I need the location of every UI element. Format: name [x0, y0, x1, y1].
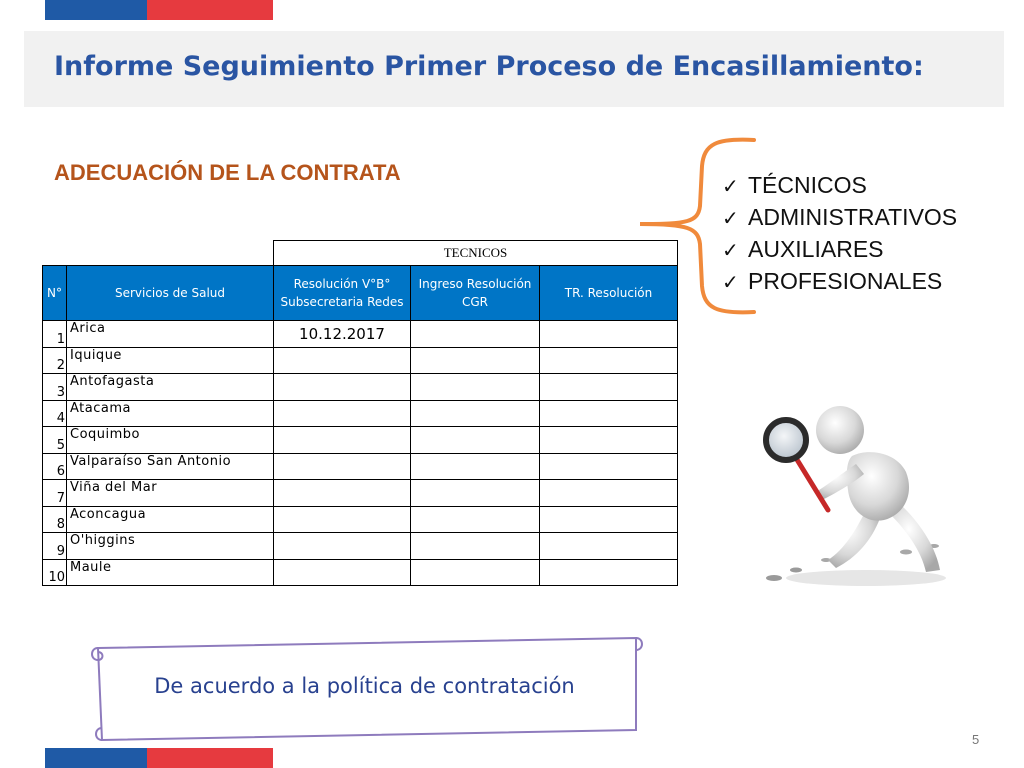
table-row [43, 453, 678, 480]
service-name-cell: Atacama [67, 400, 274, 427]
ingreso-cell [411, 480, 540, 507]
table-row [43, 559, 678, 586]
row-number-cell: 5 [43, 427, 67, 454]
row-number-cell: 3 [43, 374, 67, 401]
scroll-banner-text: De acuerdo a la política de contratación [154, 674, 575, 698]
ingreso-cell [411, 533, 540, 560]
tr-resolution-cell [540, 374, 678, 401]
tr-resolution-cell [540, 559, 678, 586]
resolution-cell [274, 453, 411, 480]
resolution-cell [274, 533, 411, 560]
tr-resolution-cell [540, 480, 678, 507]
tr-resolution-cell [540, 453, 678, 480]
service-name-cell: Aconcagua [67, 506, 274, 533]
ingreso-cell [411, 506, 540, 533]
table-row [43, 321, 678, 348]
top-red-stripe [147, 0, 273, 20]
category-checklist [722, 170, 957, 298]
ingreso-cell [411, 453, 540, 480]
service-name-cell: Coquimbo [67, 427, 274, 454]
check-icon: ✓ [722, 208, 739, 230]
col-header-ingreso: Ingreso Resolución CGR [411, 266, 540, 321]
table-corner-blank [43, 241, 274, 266]
table-row [43, 533, 678, 560]
checklist-item-label: ADMINISTRATIVOS [748, 204, 958, 230]
slide-title: Informe Seguimiento Primer Proceso de Encasillamiento: [54, 51, 924, 82]
resolution-cell [274, 559, 411, 586]
check-icon: ✓ [722, 176, 739, 198]
checklist-item-label: AUXILIARES [748, 236, 884, 262]
tr-resolution-cell [540, 533, 678, 560]
check-icon: ✓ [722, 272, 739, 294]
row-number-cell: 4 [43, 400, 67, 427]
row-number-cell: 8 [43, 506, 67, 533]
resolution-cell [274, 400, 411, 427]
service-name-cell: Maule [67, 559, 274, 586]
service-name-cell: Antofagasta [67, 374, 274, 401]
resolution-cell [274, 374, 411, 401]
ingreso-cell [411, 559, 540, 586]
table-body [43, 321, 678, 586]
row-number-cell: 7 [43, 480, 67, 507]
table-row [43, 374, 678, 401]
checklist-item [722, 170, 957, 202]
service-name-cell: Valparaíso San Antonio [67, 453, 274, 480]
checklist-item [722, 266, 957, 298]
tr-resolution-cell [540, 321, 678, 348]
resolution-cell [274, 506, 411, 533]
ingreso-cell [411, 427, 540, 454]
row-number-cell: 6 [43, 453, 67, 480]
tr-resolution-cell [540, 506, 678, 533]
row-number-cell: 10 [43, 559, 67, 586]
tr-resolution-cell [540, 347, 678, 374]
ingreso-cell [411, 321, 540, 348]
tracking-table [42, 240, 678, 586]
ingreso-cell [411, 347, 540, 374]
table-row [43, 427, 678, 454]
check-icon: ✓ [722, 240, 739, 262]
table-row [43, 480, 678, 507]
table-row [43, 347, 678, 374]
row-number-cell: 1 [43, 321, 67, 348]
checklist-item [722, 234, 957, 266]
ingreso-cell [411, 374, 540, 401]
table-row [43, 506, 678, 533]
service-name-cell: O'higgins [67, 533, 274, 560]
col-header-tr: TR. Resolución [540, 266, 678, 321]
group-header: TECNICOS [274, 241, 678, 266]
page-number: 5 [972, 732, 980, 747]
resolution-cell: 10.12.2017 [274, 321, 411, 348]
table-row [43, 400, 678, 427]
checklist-item-label: PROFESIONALES [748, 268, 943, 294]
magnifying-glass-figure [756, 400, 956, 590]
tr-resolution-cell [540, 427, 678, 454]
resolution-cell [274, 480, 411, 507]
ingreso-cell [411, 400, 540, 427]
checklist-item-label: TÉCNICOS [748, 172, 867, 198]
resolution-cell [274, 347, 411, 374]
col-header-service: Servicios de Salud [67, 266, 274, 321]
resolution-cell [274, 427, 411, 454]
title-bar [24, 31, 1004, 107]
service-name-cell: Iquique [67, 347, 274, 374]
row-number-cell: 2 [43, 347, 67, 374]
service-name-cell: Arica [67, 321, 274, 348]
checklist-item [722, 202, 957, 234]
bottom-red-stripe [147, 748, 273, 768]
section-heading: ADECUACIÓN DE LA CONTRATA [54, 160, 401, 185]
row-number-cell: 9 [43, 533, 67, 560]
col-header-num: N° [43, 266, 67, 321]
tr-resolution-cell [540, 400, 678, 427]
col-header-resolution: Resolución V°B° Subsecretaria Redes [274, 266, 411, 321]
service-name-cell: Viña del Mar [67, 480, 274, 507]
top-blue-stripe [45, 0, 147, 20]
bottom-blue-stripe [45, 748, 147, 768]
